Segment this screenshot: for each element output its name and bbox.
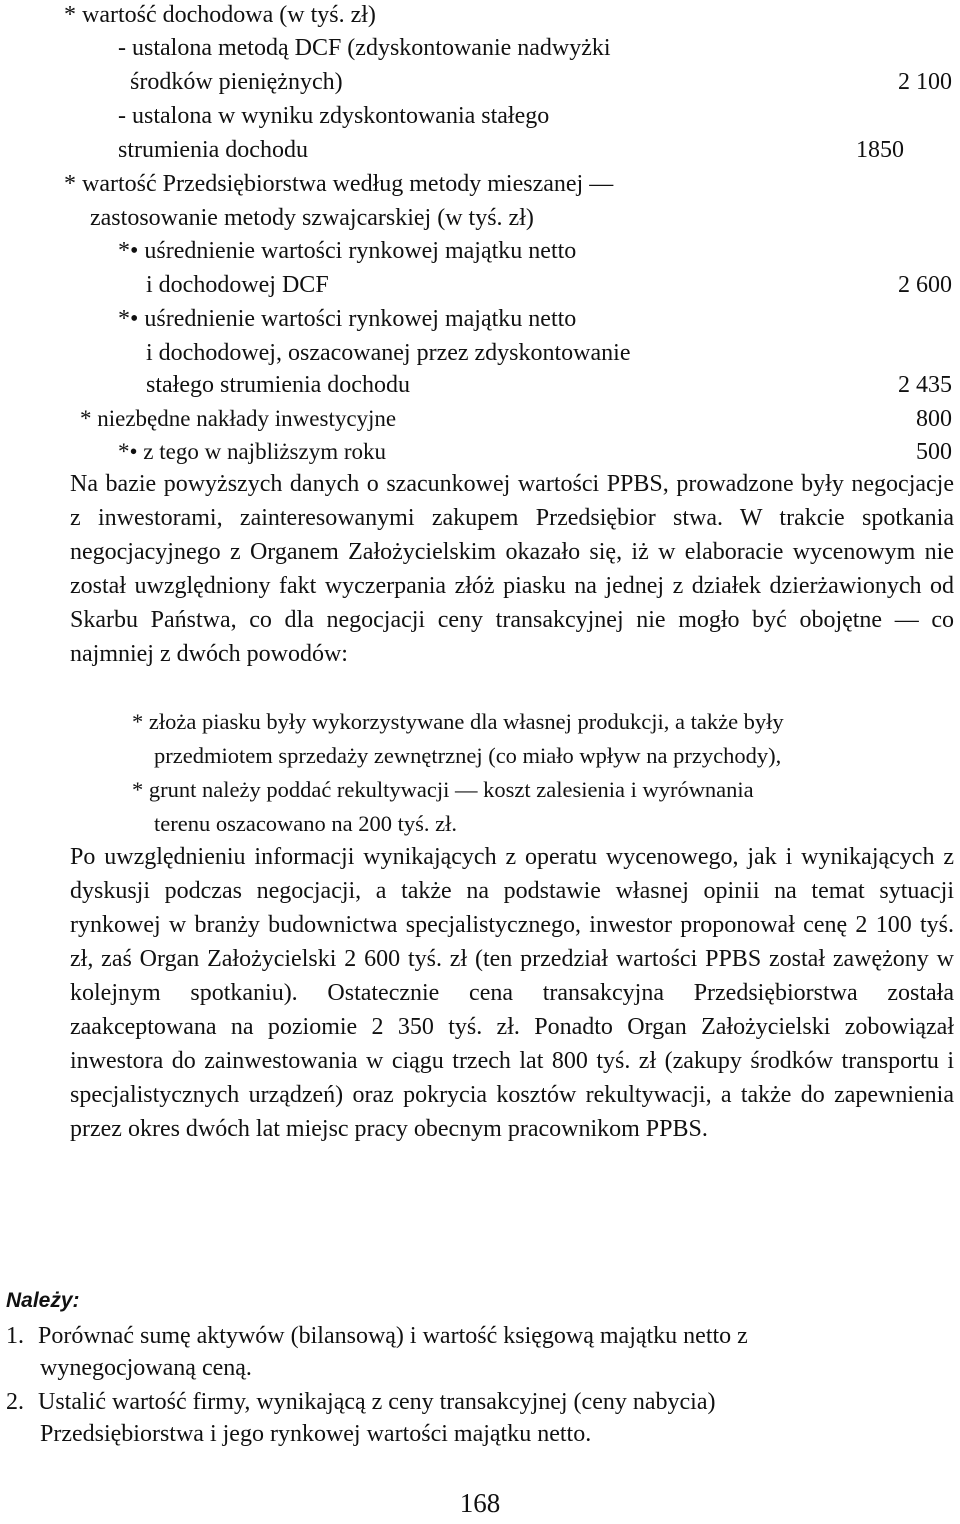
item-amount: 2 600 bbox=[898, 272, 952, 298]
item-text: środków pieniężnych) bbox=[130, 69, 343, 95]
paragraph-outcome: Po uwzględnieniu informacji wynikających z operatu wycenowego, jak i wynikających z dyskusji podczas negocjacji, a także na podstawie własnej opinii na temat sytuacji rynkowej w branży budownictwa specjalistycznego, inwestor proponował cenę 2 100 tyś. zł, zaś Organ Założycielski 2 600 tyś. zł (ten przedział wartości PPBS został zawężony w kolejnym spotkaniu). Ostatecznie cena transakcyjna Przedsiębiorstwa została zaakceptowana na poziomie 2 350 tyś. zł. Ponadto Organ Założycielski zobowiązał inwestora do zainwestowania w ciągu trzech lat 800 tyś. zł (zakupy środków transportu i specjalistycznych urządzeń) oraz pokrycia kosztów rekultywacji, a także do zapewnienia przez okres dwóch lat miejsc pracy obecnym pracownikom PPBS. bbox=[70, 844, 954, 1142]
item-text: - ustalona metodą DCF (zdyskontowanie nadwyżki bbox=[118, 35, 611, 61]
item-amount: 2 100 bbox=[898, 69, 952, 95]
item-text: - ustalona w wyniku zdyskontowania stałego bbox=[118, 103, 550, 129]
item-text: * wartość Przedsiębiorstwa według metody mieszanej — bbox=[64, 171, 614, 197]
item-text: i dochodowej, oszacowanej przez zdyskontowanie bbox=[146, 340, 631, 366]
item-text: strumienia dochodu bbox=[118, 137, 308, 163]
item-text: zastosowanie metody szwajcarskiej (w tyś. zł) bbox=[90, 205, 534, 231]
task-item bbox=[6, 1386, 946, 1450]
task-text: Ustalić wartość firmy, wynikającą z ceny transakcyjnej (ceny nabycia) bbox=[38, 1389, 716, 1415]
reason-line: * złoża piasku były wykorzystywane dla własnej produkcji, a także były bbox=[132, 709, 784, 734]
task-text-cont: wynegocjowaną ceną. bbox=[40, 1355, 252, 1381]
task-number: 2. bbox=[6, 1389, 24, 1415]
tasks-heading: Należy: bbox=[6, 1289, 80, 1312]
item-text: stałego strumienia dochodu bbox=[146, 372, 410, 398]
item-amount: 500 bbox=[916, 439, 952, 465]
task-number: 1. bbox=[6, 1323, 24, 1349]
reason-line: * grunt należy poddać rekultywacji — koszt zalesienia i wyrównania bbox=[132, 777, 754, 802]
reason-line: przedmiotem sprzedaży zewnętrznej (co miało wpływ na przychody), bbox=[154, 743, 782, 768]
item-text: * niezbędne nakłady inwestycyjne bbox=[80, 406, 397, 431]
task-text-cont: Przedsiębiorstwa i jego rynkowej wartości majątku netto. bbox=[40, 1421, 592, 1447]
item-text: i dochodowej DCF bbox=[146, 272, 329, 298]
item-text: * wartość dochodowa (w tyś. zł) bbox=[64, 2, 376, 28]
item-amount: 1850 bbox=[856, 137, 904, 163]
paragraph-negotiations: Na bazie powyższych danych o szacunkowej wartości PPBS, prowadzone były negocjacje z inwestorami, zainteresowanymi zakupem Przedsiębior stwa. W trakcie spotkania negocjacyjnego z Organem Założycielskim okazało się, iż w elaboracie wycenowym nie został uwzględniony fakt wyczerpania złóż piasku na jednej z działek dzierżawionych od Skarbu Państwa, co dla negocjacji ceny transakcyjnej nie mogło być obojętne — co najmniej z dwóch powodów: bbox=[70, 471, 954, 667]
item-text: *• uśrednienie wartości rynkowej majątku netto bbox=[118, 238, 577, 264]
item-amount: 2 435 bbox=[898, 372, 952, 398]
item-amount: 800 bbox=[916, 406, 952, 432]
item-text: *• z tego w najbliższym roku bbox=[118, 439, 387, 464]
task-text: Porównać sumę aktywów (bilansową) i wartość księgową majątku netto z bbox=[38, 1323, 748, 1349]
task-item bbox=[6, 1320, 946, 1384]
page-number: 168 bbox=[459, 1488, 501, 1518]
reason-line: terenu oszacowano na 200 tyś. zł. bbox=[154, 811, 458, 836]
item-text: *• uśrednienie wartości rynkowej majątku netto bbox=[118, 306, 577, 332]
